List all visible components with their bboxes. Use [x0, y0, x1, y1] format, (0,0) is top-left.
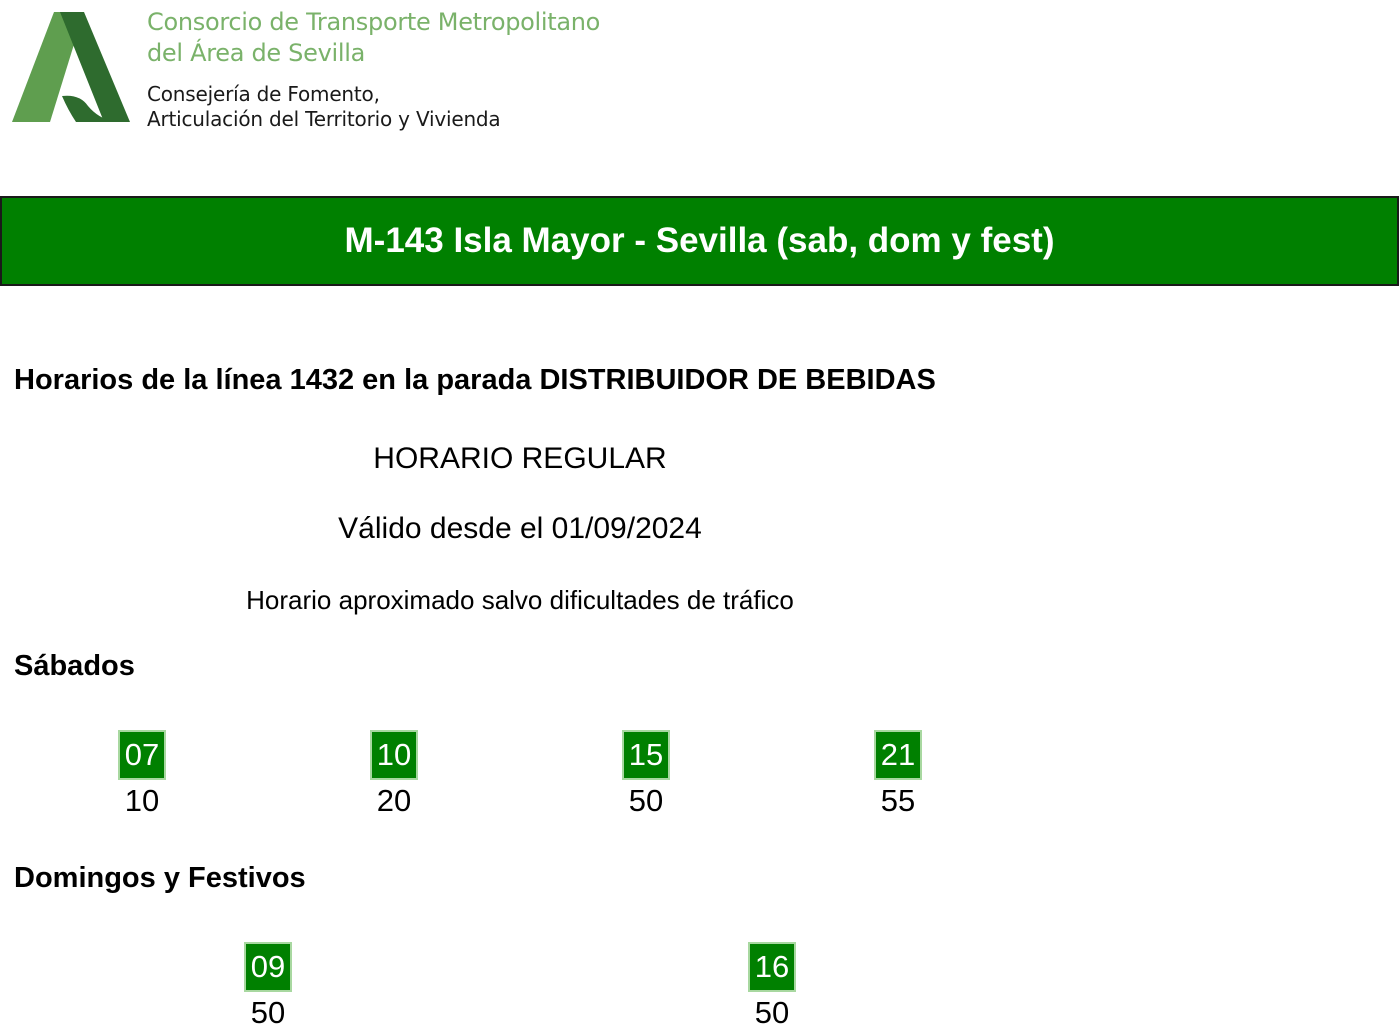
traffic-note: Horario aproximado salvo dificultades de tráfico	[246, 585, 794, 615]
department-line2: Articulación del Territorio y Vivienda	[147, 107, 501, 131]
stop-heading: Horarios de la línea 1432 en la parada DISTRIBUIDOR DE BEBIDAS	[14, 364, 936, 396]
org-name-line2: del Área de Sevilla	[147, 39, 365, 67]
hour-badge: 07	[118, 730, 166, 780]
valid-from: Válido desde el 01/09/2024	[338, 512, 702, 545]
junta-andalucia-logo-icon	[10, 10, 132, 126]
schedule-slot	[596, 730, 696, 820]
minutes-value: 50	[250, 995, 286, 1030]
saturdays-title: Sábados	[14, 650, 135, 682]
minutes-value: 50	[754, 995, 790, 1030]
hour-badge: 21	[874, 730, 922, 780]
minutes-value: 55	[880, 783, 916, 818]
schedule-slot	[218, 942, 318, 1032]
schedule-slot	[848, 730, 948, 820]
schedule-slot	[344, 730, 444, 820]
minutes-value: 20	[376, 783, 412, 818]
hour-badge: 16	[748, 942, 796, 992]
schedule-type: HORARIO REGULAR	[373, 442, 667, 475]
minutes-value: 10	[124, 783, 160, 818]
schedule-slot	[92, 730, 192, 820]
sundays-title: Domingos y Festivos	[14, 862, 306, 894]
hour-badge: 15	[622, 730, 670, 780]
department-line1: Consejería de Fomento,	[147, 82, 380, 106]
hour-badge: 10	[370, 730, 418, 780]
org-name-line1: Consorcio de Transporte Metropolitano	[147, 8, 601, 36]
line-title-banner	[0, 196, 1399, 286]
line-title: M-143 Isla Mayor - Sevilla (sab, dom y fest)	[344, 221, 1055, 260]
minutes-value: 50	[628, 783, 664, 818]
schedule-slot	[722, 942, 822, 1032]
hour-badge: 09	[244, 942, 292, 992]
